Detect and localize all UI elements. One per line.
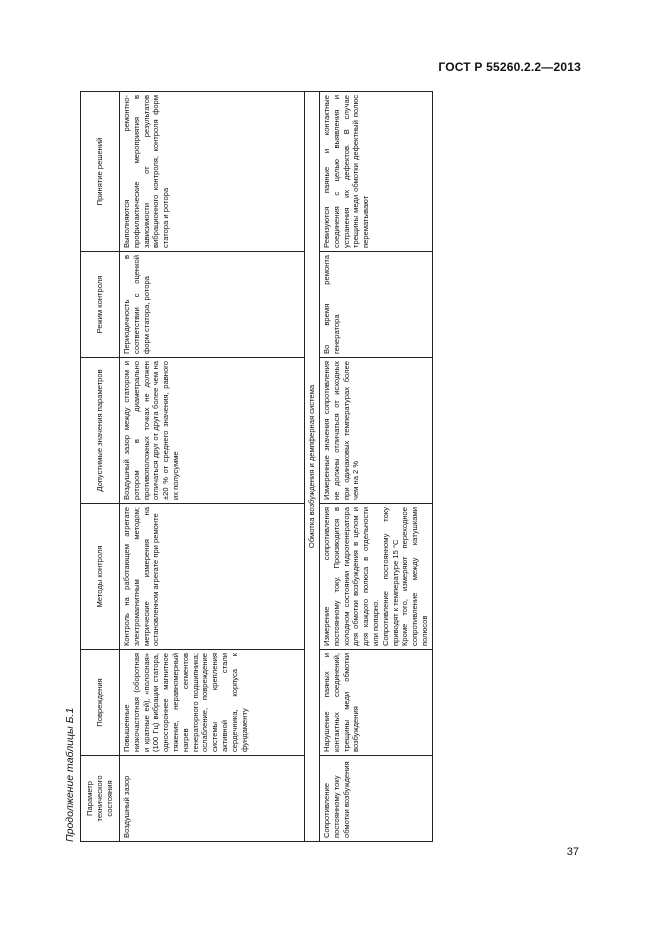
cell-methods: Измерение сопротивления постоянному току. Производится в холодном состоянии гидрогенератора для обмотки возбуждения в целом и для каждого полюса в отдельности или попарно. Сопротивление постоянному току приводят к температуре 15 °С Кроме того, измеряют переходное сопротивление между катушками полюсов bbox=[320, 504, 433, 650]
section-title: Обмотка возбуждения и демпферная система bbox=[305, 92, 320, 842]
cell-damage: Нарушение паяных и контактных соединений, трещины меди обмотки возбуждения bbox=[320, 650, 433, 756]
table-caption: Продолжение таблицы Б.1 bbox=[64, 707, 76, 842]
standard-header: ГОСТ Р 55260.2.2—2013 bbox=[438, 60, 581, 74]
page-number: 37 bbox=[566, 846, 579, 858]
cell-methods: Контроль на работающем агрегате электромагнитным методом; метрические измерения на остановленном агрегате при ремонте bbox=[120, 504, 305, 650]
col-header-param: Параметр технического состояния bbox=[81, 756, 120, 842]
cell-allowed: Воздушный зазор между статором и ротором в диаметрально противоположных точках не должен отличаться друг от друга более чем на ±20 % от среднего значения, равного их полусумме bbox=[120, 358, 305, 504]
cell-allowed: Измеренные значения сопротивления не должны отличаться от исходных при одинаковых температурах более чем на 2 % bbox=[320, 358, 433, 504]
col-header-methods: Методы контроля bbox=[81, 504, 120, 650]
cell-param: Воздушный зазор bbox=[120, 756, 305, 842]
cell-mode: Во время ремонта генератора bbox=[320, 252, 433, 358]
cell-decision: Выполняются ремонтно-профилактические мероприятия в зависимости от результатов вибрационного контроля, контроля форм статора и ротора bbox=[120, 92, 305, 252]
cell-param: Сопротивление постоянному току обмотки возбуждения bbox=[320, 756, 433, 842]
table-row bbox=[320, 92, 433, 842]
cell-decision: Ревизуются паяные и контактные соединения с целью выявления и устранения их дефектов. В случае трещины меди обмотки дефектный полюс перематывают bbox=[320, 92, 433, 252]
rotated-table-block bbox=[62, 92, 434, 842]
col-header-mode: Режим контроля bbox=[81, 252, 120, 358]
table-section-row bbox=[305, 92, 320, 842]
table-header-row bbox=[81, 92, 120, 842]
col-header-damage: Повреждения bbox=[81, 650, 120, 756]
table-row bbox=[120, 92, 305, 842]
cell-damage: Повышенные низкочастотная (оборотная и кратные ей), «полосная» (100 Гц) вибрации статора, одностороннее магнитное тяжение, неравномерный нагрев сегментов генераторного подшипника; ослабление, повреждение системы крепления активной стали сердечника, корпуса к фундаменту bbox=[120, 650, 305, 756]
cell-mode: Периодичность в соответствии с оценкой форм статора, ротора bbox=[120, 252, 305, 358]
col-header-allowed: Допустимые значения параметров bbox=[81, 358, 120, 504]
col-header-decision: Принятие решений bbox=[81, 92, 120, 252]
inspection-table bbox=[80, 91, 433, 842]
